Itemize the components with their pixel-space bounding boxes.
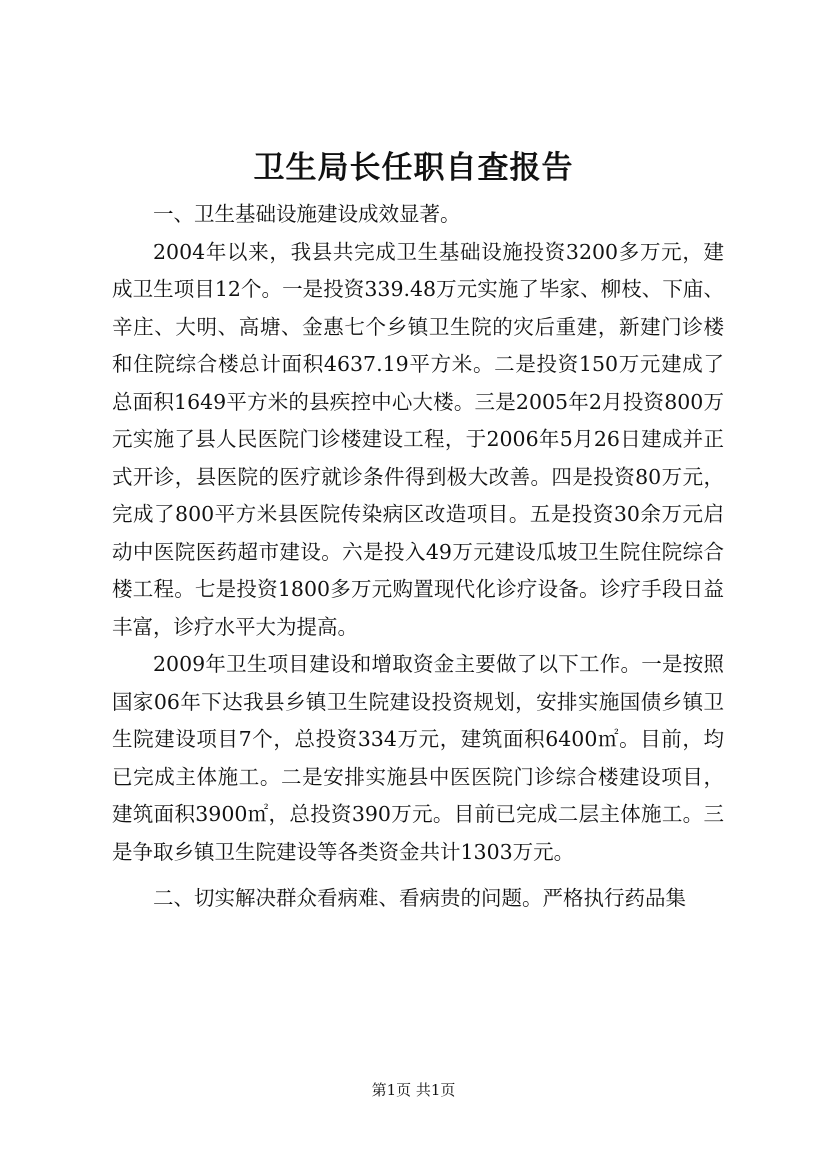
paragraph-2009-projects: 2009年卫生项目建设和增取资金主要做了以下工作。一是按照国家06年下达我县乡镇卫生院建设投资规划，安排实施国债乡镇卫生院建设项目7个，总投资334万元，建筑面积6400㎡。目前，均已完成主体施工。二是安排实施县中医医院门诊综合楼建设项目，建筑面积3900㎡，总投资390万元。目前已完成二层主体施工。三是争取乡镇卫生院建设等各类资金共计1303万元。	[112, 652, 724, 864]
document-title: 卫生局长任职自查报告	[253, 150, 574, 186]
page-number-footer: 第1页 共1页	[371, 1081, 456, 1099]
document-body	[112, 196, 724, 918]
section-heading-2: 二、切实解决群众看病难、看病贵的问题。严格执行药品集	[153, 886, 686, 910]
paragraph-infrastructure-summary: 2004年以来，我县共完成卫生基础设施投资3200多万元，建成卫生项目12个。一是投资339.48万元实施了毕家、柳枝、下庙、辛庄、大明、高塘、金惠七个乡镇卫生院的灾后重建，新建门诊楼和住院综合楼总计面积4637.19平方米。二是投资150万元建成了总面积1649平方米的县疾控中心大楼。三是2005年2月投资800万元实施了县人民医院门诊楼建设工程，于2006年5月26日建成并正式开诊，县医院的医疗就诊条件得到极大改善。四是投资80万元，完成了800平方米县医院传染病区改造项目。五是投资30余万元启动中医院医药超市建设。六是投入49万元建设瓜坡卫生院住院综合楼工程。七是投资1800多万元购置现代化诊疗设备。诊疗手段日益丰富，诊疗水平大为提高。	[112, 239, 724, 639]
section-heading-1: 一、卫生基础设施建设成效显著。	[153, 202, 461, 226]
